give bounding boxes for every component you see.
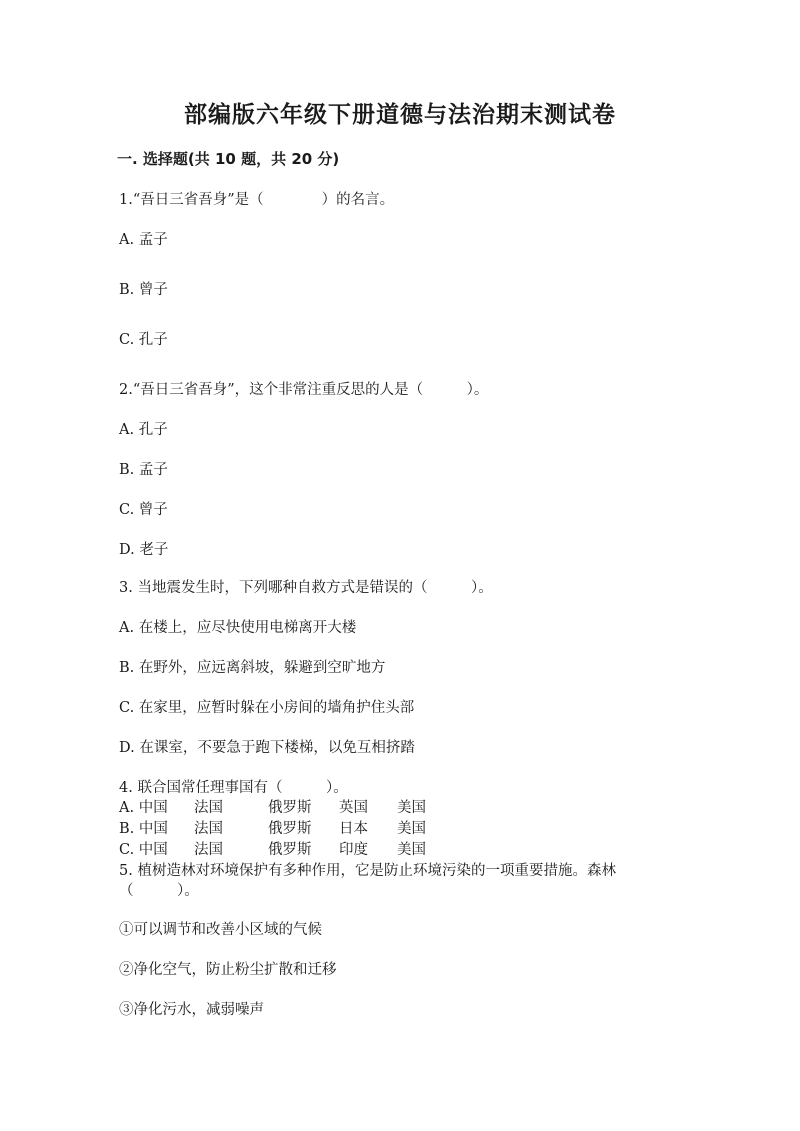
question-5-item-3: ③净化污水，减弱噪声 [119, 1002, 264, 1018]
question-2-option-b[interactable]: B. 孟子 [119, 462, 168, 478]
question-5-stem-line-2: （ ）。 [119, 883, 199, 899]
option-cell: 美国 [397, 800, 426, 816]
page-title: 部编版六年级下册道德与法治期末测试卷 [184, 102, 616, 128]
option-cell: 法国 [194, 800, 223, 816]
question-3-option-a[interactable]: A. 在楼上，应尽快使用电梯离开大楼 [119, 620, 357, 636]
question-3-option-d[interactable]: D. 在课室，不要急于跑下楼梯，以免互相挤踏 [119, 740, 415, 756]
option-cell: B. 中国 [119, 821, 168, 837]
question-2-option-d[interactable]: D. 老子 [119, 542, 169, 558]
question-5-item-1: ①可以调节和改善小区域的气候 [119, 922, 322, 938]
question-2-stem: 2.“吾日三省吾身”，这个非常注重反思的人是（ ）。 [119, 382, 489, 398]
option-cell: C. 中国 [119, 842, 168, 858]
option-cell: 印度 [339, 842, 368, 858]
option-cell: A. 中国 [119, 800, 168, 816]
question-4-stem: 4. 联合国常任理事国有（ ）。 [119, 780, 348, 796]
option-cell: 俄罗斯 [268, 821, 312, 837]
question-1-option-c[interactable]: C. 孔子 [119, 332, 168, 348]
section-heading: 一. 选择题(共 10 题，共 20 分) [117, 150, 340, 168]
option-cell: 日本 [339, 821, 368, 837]
option-cell: 法国 [194, 842, 223, 858]
option-cell: 俄罗斯 [268, 800, 312, 816]
question-2-option-c[interactable]: C. 曾子 [119, 502, 168, 518]
question-3-option-c[interactable]: C. 在家里，应暂时躲在小房间的墙角护住头部 [119, 700, 415, 716]
question-3-stem: 3. 当地震发生时，下列哪种自救方式是错误的（ ）。 [119, 580, 493, 596]
question-1-stem: 1.“吾日三省吾身”是（ ）的名言。 [119, 192, 395, 208]
question-3-option-b[interactable]: B. 在野外，应远离斜坡，躲避到空旷地方 [119, 660, 386, 676]
question-1-option-a[interactable]: A. 孟子 [119, 232, 168, 248]
question-1-option-b[interactable]: B. 曾子 [119, 282, 168, 298]
question-2-option-a[interactable]: A. 孔子 [119, 422, 168, 438]
question-5-item-2: ②净化空气，防止粉尘扩散和迁移 [119, 962, 337, 978]
option-cell: 俄罗斯 [268, 842, 312, 858]
question-5-stem-line-1: 5. 植树造林对环境保护有多种作用，它是防止环境污染的一项重要措施。森林 [119, 863, 616, 879]
option-cell: 英国 [339, 800, 368, 816]
option-cell: 美国 [397, 842, 426, 858]
option-cell: 美国 [397, 821, 426, 837]
option-cell: 法国 [194, 821, 223, 837]
